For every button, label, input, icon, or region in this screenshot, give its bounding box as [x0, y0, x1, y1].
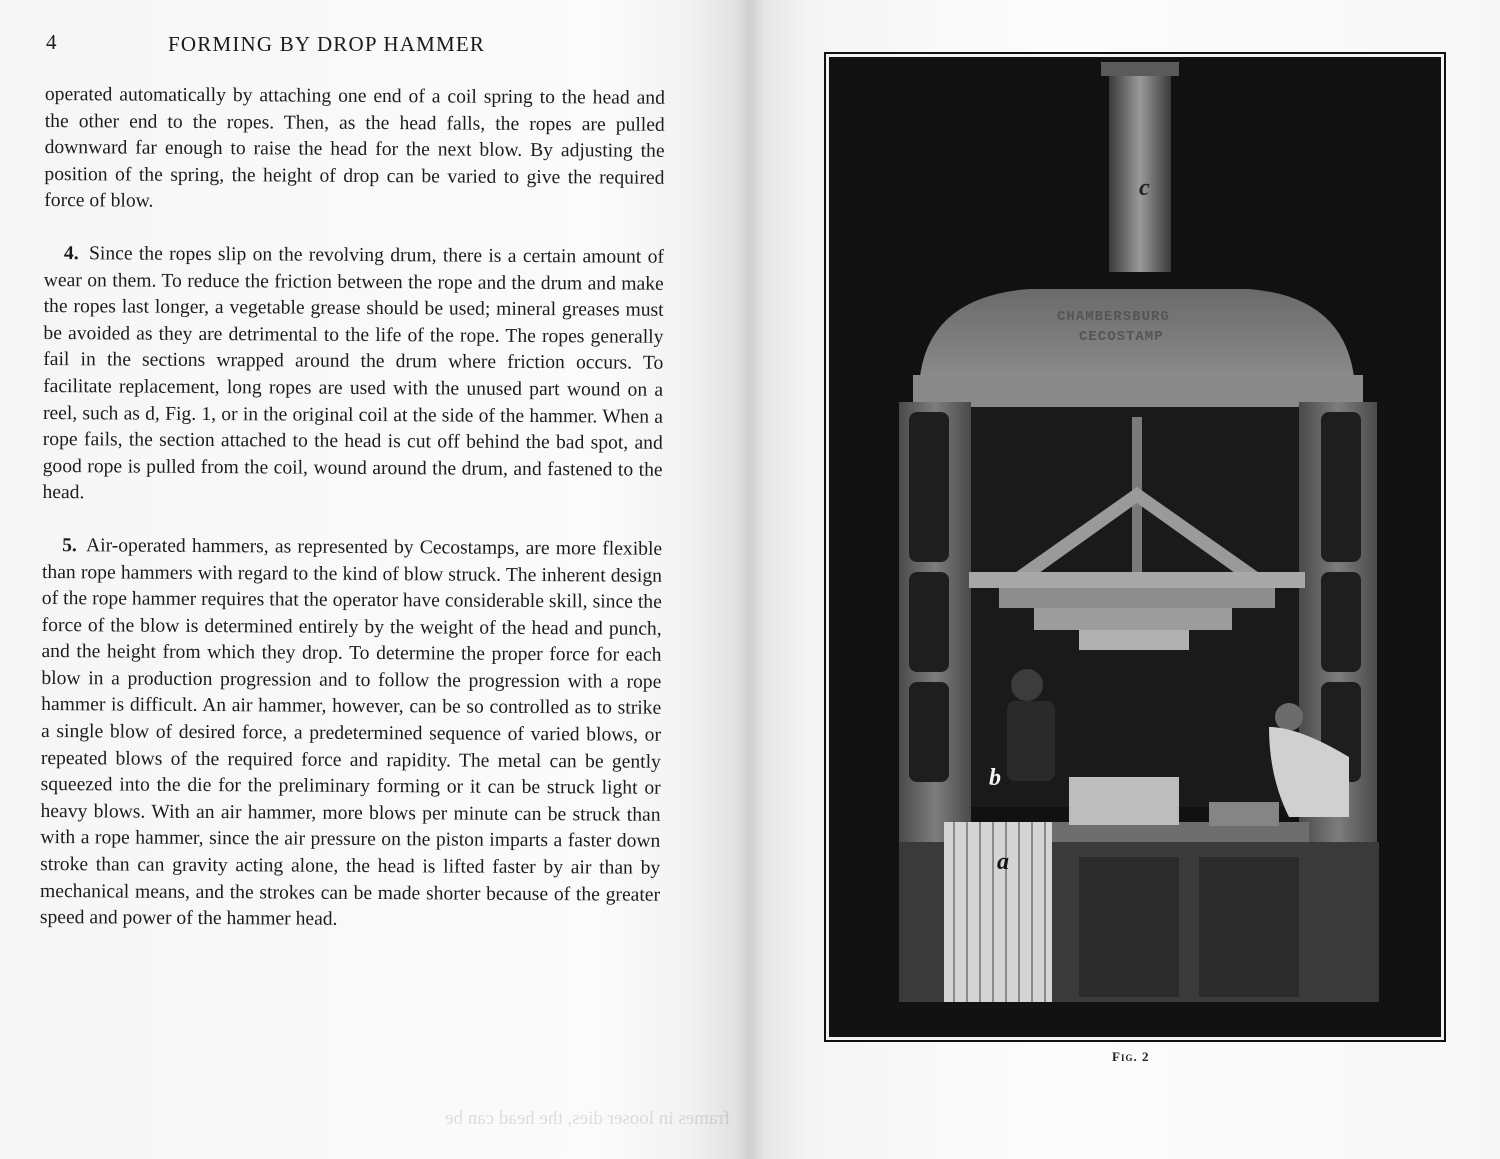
paragraph-5 [40, 533, 662, 936]
paragraph-number: 4. [63, 243, 79, 265]
figure-label-c: c [1139, 175, 1150, 201]
bleed-through-text: frames in looser dies, the head can be [445, 1108, 730, 1129]
machine-nameplate-line2: CECOSTAMP [1079, 329, 1164, 345]
drop-hammer-illustration [829, 57, 1441, 1037]
figure-frame [824, 52, 1446, 1042]
paragraph-text: Air-operated hammers, as represented by Cecostamps, are more flexible than rope hammers with regard to the kind of blow struck. The inherent design of the rope hammer requires that the operator have considerable skill, since the force of the blow is determined entirely by the weight of the head and punch, and the height from which they drop. To determine the proper force for each blow in a production progression and to follow the progression with a rope hammer is difficult. An air hammer, however, can be so controlled as to strike a single blow of desired force, a predetermined sequence of varied blows, or repeated blows of the required force and rapidity. The metal can be gently squeezed into the die for the preliminary forming or it can be struck light or heavy blows. With an air hammer, more blows per minute can be struck than with a rope hammer, since the air pressure on the piston imparts a faster down stroke than can gravity acting alone, the head is lifted faster by air than by mechanical means, and the strokes can be made shorter because of the greater speed and power of the hammer head. [39, 535, 663, 931]
drop-hammer-photo [829, 57, 1441, 1037]
figure-caption: Fig. 2 [1112, 1049, 1150, 1064]
paragraph-4 [42, 241, 664, 511]
page-number: 4 [46, 30, 57, 54]
figure-label-b: b [989, 765, 1001, 791]
left-page [0, 0, 740, 1159]
machine-nameplate-line1: CHAMBERSBURG [1057, 309, 1170, 325]
paragraph-continued [44, 82, 665, 219]
body-text [40, 82, 665, 962]
running-title: FORMING BY DROP HAMMER [168, 32, 486, 56]
paragraph-text: operated automatically by attaching one end of a coil spring to the head and the other end to the ropes. Then, as the head falls, the ropes are pulled downward far enough to raise the head for the next blow. By adjusting the position of the spring, the height of drop can be varied to give the required force of blow. [44, 83, 665, 213]
paragraph-number: 5. [62, 535, 77, 557]
right-page [750, 0, 1500, 1159]
paragraph-text: Since the ropes slip on the revolving drum, there is a certain amount of wear on them. To reduce the friction between the rope and the drum and make the ropes last longer, a vegetable grease should be used; mineral greases must be avoided as they are detrimental to the life of the rope. The ropes generally fail in the sections wrapped around the drum where friction occurs. To facilitate replacement, long ropes are used with the unused part wound on a reel, such as d, Fig. 1, or in the original coil at the side of the hammer. When a rope fails, the section attached to the head is cut off behind the bad spot, and good rope is pulled from the coil, wound around the drum, and fastened to the head. [42, 243, 665, 504]
figure-label-a: a [997, 849, 1009, 875]
